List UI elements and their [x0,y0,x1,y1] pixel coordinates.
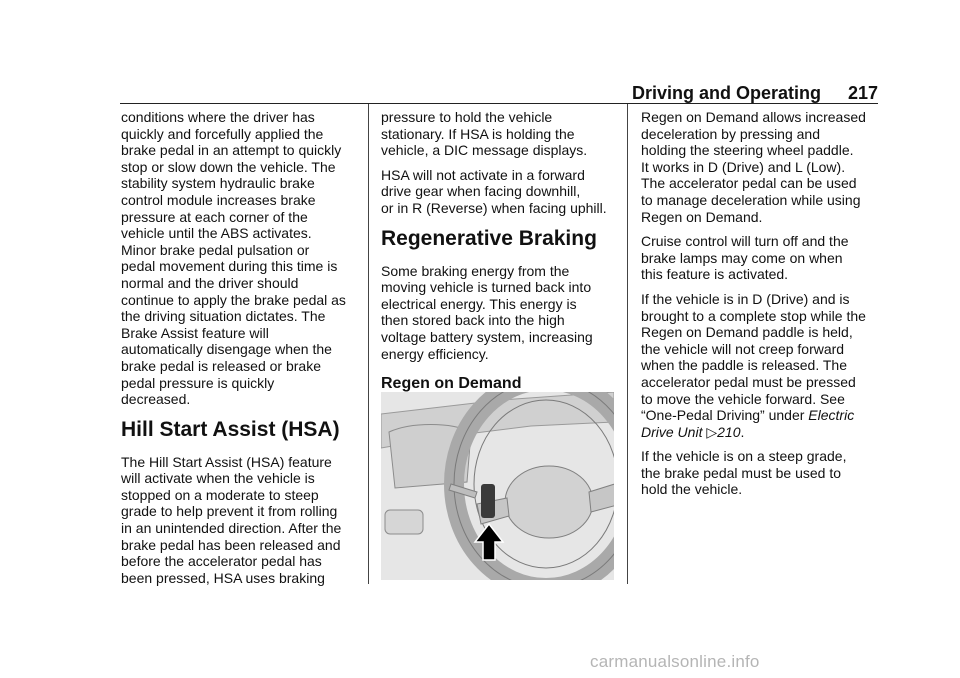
column-2 [381,109,621,403]
page-header [632,82,878,104]
steering-wheel-drawing [381,392,614,580]
cross-reference[interactable]: “One-Pedal Driving” under Electric [641,407,855,424]
steering-wheel-illustration [381,392,614,580]
paragraph: Some braking energy from the moving vehicle is turned back into electrical energy. This energy is then stored back into the high voltage battery system, increasing energy efficiency. [381,262,593,362]
paragraph: pressure to hold the vehicle stationary. If HSA is holding the vehicle, a DIC message displays. [381,109,588,159]
paragraph: Cruise control will turn off and the brake lamps may come on when this feature is activated. [641,233,849,283]
header-rule [120,103,878,104]
section-title: Driving and Operating [632,82,822,103]
paragraph: HSA will not activate in a forward drive gear when facing downhill, or in R (Reverse) when facing uphill. [381,166,607,216]
paragraph: conditions where the driver has quickly and forcefully applied the brake pedal in an attempt to quickly stop or slow down the vehicle. The stability system hydraulic brake control module increases brake pressure at each corner of the vehicle until the ABS activates. Minor brake pedal pulsation or pedal movement during this time is normal and the driver should continue to apply the brake pedal as the driving situation dictates. The Brake Assist feature will automatically disengage when the brake pedal is released or brake pedal pressure is quickly decreased. [121,109,346,408]
page-ref-arrow-icon: ▷ [706,423,718,440]
paragraph: The Hill Start Assist (HSA) feature will activate when the vehicle is stopped on a moderate to steep grade to help prevent it from rolling in an unintended direction. After the brake pedal has been released and before the accelerator pedal has been pressed, HSA uses braking [121,453,342,586]
heading-regen-on-demand: Regen on Demand [381,375,522,393]
cross-reference-link[interactable]: Drive Unit ▷210. [641,423,745,440]
column-3 [641,109,881,506]
heading-regenerative-braking: Regenerative Braking [381,226,597,250]
watermark: carmanualsonline.info [590,652,760,671]
paragraph: If the vehicle is in D (Drive) and is brought to a complete stop while the Regen on Demand paddle is held, the vehicle will not creep forward when the paddle is released. The accelerator pedal must be pressed to move the vehicle forward. See “One-Pedal Driving” under Electric Drive Unit ▷210. [641,291,881,440]
column-1 [121,109,361,594]
column-divider-1 [368,104,369,584]
paragraph: If the vehicle is on a steep grade, the brake pedal must be used to hold the vehicle. [641,448,847,498]
heading-hill-start-assist: Hill Start Assist (HSA) [121,417,340,441]
column-divider-2 [627,104,628,584]
paragraph: Regen on Demand allows increased deceleration by pressing and holding the steering wheel paddle. It works in D (Drive) and L (Low). The accelerator pedal can be used to manage deceleration while using Regen on Demand. [641,109,866,225]
page-number: 217 [847,82,878,103]
